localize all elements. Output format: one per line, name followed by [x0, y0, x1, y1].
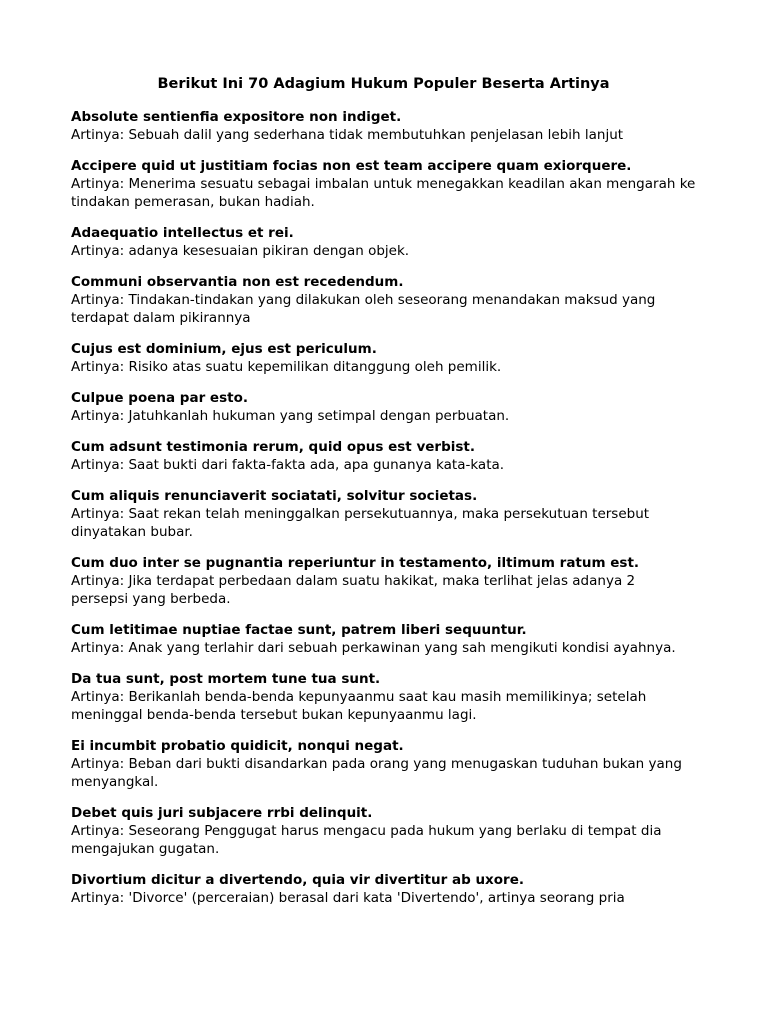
adagium-meaning: Artinya: Risiko atas suatu kepemilikan ditanggung oleh pemilik.: [71, 359, 502, 375]
list-item: [71, 737, 696, 791]
list-item: [71, 108, 696, 144]
list-item: [71, 389, 696, 425]
adagium-meaning: Artinya: Sebuah dalil yang sederhana tidak membutuhkan penjelasan lebih lanjut: [71, 127, 624, 143]
adagium-term: Absolute sentienfia expositore non indiget.: [71, 109, 402, 125]
list-item: [71, 804, 696, 858]
list-item: [71, 224, 696, 260]
list-item: [71, 670, 696, 724]
list-item: [71, 157, 696, 211]
adagium-meaning: Artinya: Berikanlah benda-benda kepunyaanmu saat kau masih memilikinya; setelah meninggal benda-benda tersebut bukan kepunyaanmu lagi.: [71, 689, 647, 723]
adagium-term: Da tua sunt, post mortem tune tua sunt.: [71, 671, 381, 687]
list-item: [71, 487, 696, 541]
adagium-meaning: Artinya: Menerima sesuatu sebagai imbalan untuk menegakkan keadilan akan mengarah ke tindakan pemerasan, bukan hadiah.: [71, 176, 696, 210]
list-item: [71, 871, 696, 907]
adagium-term: Adaequatio intellectus et rei.: [71, 225, 294, 241]
adagium-term: Cum adsunt testimonia rerum, quid opus est verbist.: [71, 439, 475, 455]
list-item: [71, 621, 696, 657]
list-item: [71, 273, 696, 327]
adagium-meaning: Artinya: Saat rekan telah meninggalkan persekutuannya, maka persekutuan tersebut dinyatakan bubar.: [71, 506, 650, 540]
adagium-term: Cum letitimae nuptiae factae sunt, patrem liberi sequuntur.: [71, 622, 527, 638]
adagium-term: Accipere quid ut justitiam focias non est team accipere quam exiorquere.: [71, 158, 632, 174]
adagium-term: Cum duo inter se pugnantia reperiuntur in testamento, iltimum ratum est.: [71, 555, 640, 571]
adagium-term: Debet quis juri subjacere rrbi delinquit.: [71, 805, 373, 821]
adagium-term: Communi observantia non est recedendum.: [71, 274, 404, 290]
adagium-meaning: Artinya: Anak yang terlahir dari sebuah perkawinan yang sah mengikuti kondisi ayahnya.: [71, 640, 676, 656]
adagium-meaning: Artinya: 'Divorce' (perceraian) berasal dari kata 'Divertendo', artinya seorang pria: [71, 890, 625, 906]
adagium-meaning: Artinya: Seseorang Penggugat harus mengacu pada hukum yang berlaku di tempat dia mengajukan gugatan.: [71, 823, 662, 857]
adagium-meaning: Artinya: Beban dari bukti disandarkan pada orang yang menugaskan tuduhan bukan yang menyangkal.: [71, 756, 682, 790]
list-item: [71, 438, 696, 474]
list-item: [71, 340, 696, 376]
adagium-term: Cum aliquis renunciaverit sociatati, solvitur societas.: [71, 488, 478, 504]
adagium-term: Cujus est dominium, ejus est periculum.: [71, 341, 377, 357]
adagium-meaning: Artinya: Jatuhkanlah hukuman yang setimpal dengan perbuatan.: [71, 408, 510, 424]
adagium-term: Culpue poena par esto.: [71, 390, 248, 406]
adagium-term: Divortium dicitur a divertendo, quia vir divertitur ab uxore.: [71, 872, 524, 888]
adagium-meaning: Artinya: adanya kesesuaian pikiran dengan objek.: [71, 243, 410, 259]
document-title: Berikut Ini 70 Adagium Hukum Populer Beserta Artinya: [157, 76, 610, 92]
list-item: [71, 554, 696, 608]
adagium-term: Ei incumbit probatio quidicit, nonqui negat.: [71, 738, 404, 754]
adagium-meaning: Artinya: Tindakan-tindakan yang dilakukan oleh seseorang menandakan maksud yang terdapat dalam pikirannya: [71, 292, 656, 326]
adagium-meaning: Artinya: Saat bukti dari fakta-fakta ada, apa gunanya kata-kata.: [71, 457, 505, 473]
adagium-meaning: Artinya: Jika terdapat perbedaan dalam suatu hakikat, maka terlihat jelas adanya 2 persepsi yang berbeda.: [71, 573, 636, 607]
adagium-list: [71, 108, 696, 907]
